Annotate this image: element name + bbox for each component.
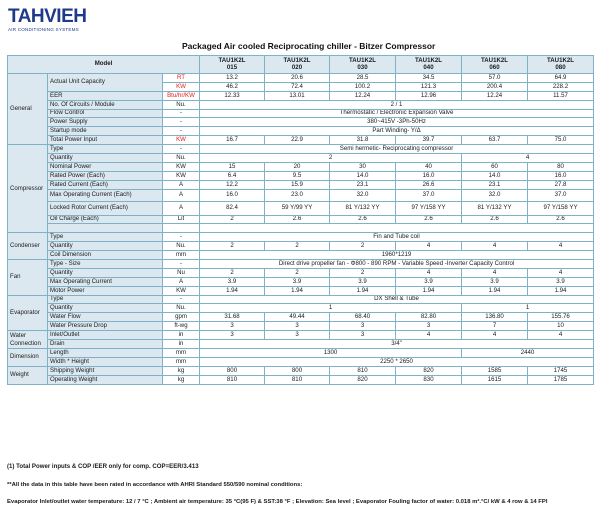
value-cell: 820 <box>330 375 396 384</box>
value-cell: 13.2 <box>200 74 265 83</box>
param-label: Water Pressure Drop <box>48 322 163 331</box>
unit-cell: Lit <box>163 215 200 224</box>
value-cell: Fin and Tube coil <box>200 233 594 242</box>
value-cell: 2.6 <box>462 215 528 224</box>
value-cell: 2 <box>265 268 330 277</box>
value-cell: 1585 <box>462 366 528 375</box>
value-cell: 34.5 <box>396 74 462 83</box>
value-cell: 59 Y/99 YY <box>265 201 330 215</box>
value-cell: 1.94 <box>396 286 462 295</box>
param-label: Total Power Input <box>48 136 163 145</box>
param-label: Max Operating Current <box>48 277 163 286</box>
table-row <box>8 242 594 251</box>
value-cell: 2.6 <box>396 215 462 224</box>
unit-cell: in <box>163 331 200 340</box>
table-row <box>8 340 594 349</box>
section-compressor: Compressor <box>8 145 48 233</box>
value-cell: 1615 <box>462 375 528 384</box>
value-cell: 12.24 <box>330 91 396 100</box>
model-015: TAU1K2L 015 <box>200 56 265 74</box>
value-cell: 3 <box>200 331 265 340</box>
value-cell: 380~415V -3Ph-50Hz <box>200 118 594 127</box>
unit-cell: Nu. <box>163 242 200 251</box>
table-row-spacer <box>8 224 594 233</box>
unit-cell: - <box>163 260 200 269</box>
param-label: Type - Size <box>48 260 163 269</box>
unit-cell: KW <box>163 286 200 295</box>
value-cell: 11.57 <box>528 91 594 100</box>
value-cell: 40 <box>396 162 462 171</box>
param-label: Power Supply <box>48 118 163 127</box>
value-cell: 2 <box>200 268 265 277</box>
param-label: Nominal Power <box>48 162 163 171</box>
param-label: Rated Power (Each) <box>48 171 163 180</box>
value-cell: 64.9 <box>528 74 594 83</box>
value-cell: 81 Y/132 YY <box>330 201 396 215</box>
value-cell: 800 <box>265 366 330 375</box>
unit-cell: Nu. <box>163 100 200 109</box>
value-cell: 1300 <box>200 348 462 357</box>
table-row <box>8 268 594 277</box>
model-030: TAU1K2L 030 <box>330 56 396 74</box>
param-label: Operating Weight <box>48 375 163 384</box>
section-condenser: Condenser <box>8 233 48 260</box>
footnote-1: (1) Total Power inputs & COP /EER only for comp. COP=EER/3.413 <box>7 463 199 470</box>
value-cell: 7 <box>462 322 528 331</box>
unit-cell: in <box>163 340 200 349</box>
value-cell: 121.3 <box>396 82 462 91</box>
section-fan: Fan <box>8 260 48 296</box>
value-cell: 26.6 <box>396 180 462 189</box>
value-cell: 3.9 <box>528 277 594 286</box>
value-cell: 15 <box>200 162 265 171</box>
value-cell: 3 <box>330 331 396 340</box>
value-cell: 3 <box>200 322 265 331</box>
value-cell: 14.0 <box>462 171 528 180</box>
section-water-connection: Water Connection <box>8 331 48 349</box>
value-cell: 2 <box>265 242 330 251</box>
footnote-2: **All the data in this table have been rated in accordance with AHRI Standard 550/590 nominal conditions: <box>7 482 303 488</box>
value-cell: 23.1 <box>462 180 528 189</box>
value-cell: 1.94 <box>265 286 330 295</box>
table-row <box>8 171 594 180</box>
value-cell: 82.4 <box>200 201 265 215</box>
table-row <box>8 154 594 163</box>
value-cell: Thermostatic / Electronic Expansion Valve <box>200 109 594 118</box>
table-row <box>8 322 594 331</box>
value-cell: 4 <box>528 268 594 277</box>
param-label: Motor Power <box>48 286 163 295</box>
unit-cell: RT <box>163 74 200 83</box>
unit-cell: Nu. <box>163 154 200 163</box>
value-cell: 2 <box>200 154 462 163</box>
value-cell: 57.0 <box>462 74 528 83</box>
value-cell: 1.94 <box>200 286 265 295</box>
value-cell: 1 <box>462 304 594 313</box>
table-row <box>8 109 594 118</box>
value-cell: 2.6 <box>528 215 594 224</box>
value-cell: 3.9 <box>396 277 462 286</box>
unit-cell: - <box>163 295 200 304</box>
value-cell: 4 <box>462 331 528 340</box>
table-row <box>8 366 594 375</box>
unit-cell: mm <box>163 251 200 260</box>
table-row <box>8 180 594 189</box>
param-label: Water Flow <box>48 313 163 322</box>
value-cell: 16.7 <box>200 136 265 145</box>
value-cell: 28.5 <box>330 74 396 83</box>
table-row <box>8 201 594 215</box>
value-cell: 830 <box>396 375 462 384</box>
param-label: Type <box>48 233 163 242</box>
value-cell: 23.1 <box>330 180 396 189</box>
value-cell: 32.0 <box>462 189 528 201</box>
param-label: Type <box>48 295 163 304</box>
value-cell: 4 <box>462 154 594 163</box>
value-cell: 30 <box>330 162 396 171</box>
unit-cell: kg <box>163 375 200 384</box>
unit-cell: gpm <box>163 313 200 322</box>
value-cell: 2 <box>200 215 265 224</box>
value-cell: 3.9 <box>462 277 528 286</box>
value-cell: 20 <box>265 162 330 171</box>
unit-cell: kg <box>163 366 200 375</box>
value-cell: 72.4 <box>265 82 330 91</box>
unit-cell: KW <box>163 136 200 145</box>
value-cell: 46.2 <box>200 82 265 91</box>
value-cell: 75.0 <box>528 136 594 145</box>
value-cell: 3/4" <box>200 340 594 349</box>
value-cell: 3 <box>396 322 462 331</box>
value-cell: 2 <box>200 242 265 251</box>
unit-cell: KW <box>163 162 200 171</box>
model-020: TAU1K2L 020 <box>265 56 330 74</box>
table-row <box>8 100 594 109</box>
value-cell: 1745 <box>528 366 594 375</box>
brand-logo <box>8 7 86 32</box>
value-cell: 60 <box>462 162 528 171</box>
param-label: Quantity <box>48 242 163 251</box>
model-060: TAU1K2L 060 <box>462 56 528 74</box>
value-cell: 4 <box>528 242 594 251</box>
table-row <box>8 118 594 127</box>
value-cell: 2250 * 2650 <box>200 357 594 366</box>
value-cell: 136.80 <box>462 313 528 322</box>
param-label: Shipping Weight <box>48 366 163 375</box>
value-cell: 800 <box>200 366 265 375</box>
value-cell: 3.9 <box>200 277 265 286</box>
table-row <box>8 375 594 384</box>
value-cell: 2.6 <box>330 215 396 224</box>
brand-tagline: AIR CONDITIONING SYSTEMS <box>8 27 79 32</box>
value-cell: 1.94 <box>330 286 396 295</box>
value-cell: 100.2 <box>330 82 396 91</box>
value-cell: 820 <box>396 366 462 375</box>
section-general: General <box>8 74 48 145</box>
value-cell: 12.24 <box>462 91 528 100</box>
value-cell: 6.4 <box>200 171 265 180</box>
value-cell: 2440 <box>462 348 594 357</box>
unit-cell: A <box>163 189 200 201</box>
table-row <box>8 127 594 136</box>
param-label: Quantity <box>48 268 163 277</box>
value-cell: 37.0 <box>396 189 462 201</box>
unit-cell: Nu. <box>163 304 200 313</box>
value-cell: 37.0 <box>528 189 594 201</box>
value-cell: 23.0 <box>265 189 330 201</box>
table-row <box>8 251 594 260</box>
param-label: No. Of Circuits / Module <box>48 100 163 109</box>
value-cell: 1 <box>200 304 462 313</box>
param-label: Max Operating Current (Each) <box>48 189 163 201</box>
value-cell: 1960*1219 <box>200 251 594 260</box>
section-dimension: Dimension <box>8 348 48 366</box>
value-cell: 4 <box>396 242 462 251</box>
value-cell: 39.7 <box>396 136 462 145</box>
unit-cell: A <box>163 201 200 215</box>
value-cell: 13.01 <box>265 91 330 100</box>
value-cell: 4 <box>396 268 462 277</box>
value-cell: 68.40 <box>330 313 396 322</box>
param-label: Type <box>48 145 163 154</box>
value-cell: Semi hermetic- Reciprocating compressor <box>200 145 594 154</box>
value-cell: 155.76 <box>528 313 594 322</box>
param-label: Length <box>48 348 163 357</box>
value-cell: 12.2 <box>200 180 265 189</box>
value-cell: 14.0 <box>330 171 396 180</box>
table-row <box>8 145 594 154</box>
value-cell: 63.7 <box>462 136 528 145</box>
table-row <box>8 348 594 357</box>
document-title: Packaged Air cooled Reciprocating chiller - Bitzer Compressor <box>182 41 436 51</box>
value-cell: 12.96 <box>396 91 462 100</box>
param-label: Flow Control <box>48 109 163 118</box>
param-label: Quantity <box>48 304 163 313</box>
value-cell: 20.6 <box>265 74 330 83</box>
value-cell: Direct drive propeller fan - Φ800 - 890 RPM - Variable Speed -Inverter Capacity Control <box>200 260 594 269</box>
value-cell: 82.80 <box>396 313 462 322</box>
value-cell: 4 <box>462 242 528 251</box>
unit-cell: - <box>163 127 200 136</box>
value-cell: 31.8 <box>330 136 396 145</box>
table-row <box>8 277 594 286</box>
value-cell: 10 <box>528 322 594 331</box>
param-label: Drain <box>48 340 163 349</box>
unit-cell: - <box>163 233 200 242</box>
value-cell: 3 <box>265 322 330 331</box>
param-label: Startup mode <box>48 127 163 136</box>
value-cell: 9.5 <box>265 171 330 180</box>
section-weight: Weight <box>8 366 48 384</box>
value-cell: 2.6 <box>265 215 330 224</box>
unit-cell: Nu <box>163 268 200 277</box>
model-040: TAU1K2L 040 <box>396 56 462 74</box>
table-row <box>8 91 594 100</box>
unit-cell: mm <box>163 357 200 366</box>
param-label: EER <box>48 91 163 100</box>
param-label: Locked Rotor Current (Each) <box>48 201 163 215</box>
header-row <box>8 56 594 74</box>
value-cell: 810 <box>265 375 330 384</box>
table-row <box>8 74 594 83</box>
brand-name: TAHVIEH <box>8 6 87 27</box>
value-cell: 810 <box>200 375 265 384</box>
table-row <box>8 162 594 171</box>
spec-table <box>7 55 594 385</box>
table-row <box>8 286 594 295</box>
unit-cell: Btu/hr/KW <box>163 91 200 100</box>
value-cell: 22.9 <box>265 136 330 145</box>
value-cell: 32.0 <box>330 189 396 201</box>
value-cell: 2 <box>330 268 396 277</box>
table-row <box>8 357 594 366</box>
footnote-3: Evaporator Inlet/outlet water temperature: 12 / 7 °C ; Ambient air temperature: 35 °C(95 F) & SST:38 °F ; Elevation: Sea level ; Evaporator Fouling factor of water: 0.018 m².°C/ kW & 4 row & 14 FPI <box>7 499 548 505</box>
value-cell: 810 <box>330 366 396 375</box>
param-label: Rated Current (Each) <box>48 180 163 189</box>
table-row <box>8 331 594 340</box>
param-label: Inlet/Outlet <box>48 331 163 340</box>
value-cell: 12.33 <box>200 91 265 100</box>
unit-cell: KW <box>163 82 200 91</box>
table-row <box>8 260 594 269</box>
param-label: Coil Dimension <box>48 251 163 260</box>
table-row <box>8 233 594 242</box>
value-cell: 80 <box>528 162 594 171</box>
value-cell: 49.44 <box>265 313 330 322</box>
value-cell: 3 <box>330 322 396 331</box>
value-cell: 16.0 <box>200 189 265 201</box>
param-label: Quantity <box>48 154 163 163</box>
unit-cell: mm <box>163 348 200 357</box>
unit-cell: - <box>163 109 200 118</box>
value-cell: 97 Y/158 YY <box>528 201 594 215</box>
value-cell: 2 <box>330 242 396 251</box>
section-evaporator: Evaporator <box>8 295 48 331</box>
value-cell: DX Shell & Tube <box>200 295 594 304</box>
unit-cell: KW <box>163 171 200 180</box>
value-cell: 4 <box>396 331 462 340</box>
value-cell: 2 / 1 <box>200 100 594 109</box>
unit-cell: ft-wg <box>163 322 200 331</box>
value-cell: 3 <box>265 331 330 340</box>
unit-cell: A <box>163 277 200 286</box>
value-cell: 15.9 <box>265 180 330 189</box>
table-row <box>8 304 594 313</box>
value-cell: 200.4 <box>462 82 528 91</box>
table-row <box>8 215 594 224</box>
param-label: Width * Height <box>48 357 163 366</box>
value-cell: 27.8 <box>528 180 594 189</box>
value-cell: 1.94 <box>462 286 528 295</box>
value-cell: 1785 <box>528 375 594 384</box>
value-cell: 81 Y/132 YY <box>462 201 528 215</box>
table-row <box>8 189 594 201</box>
value-cell: Part Winding- Y/Δ <box>200 127 594 136</box>
unit-cell: - <box>163 145 200 154</box>
value-cell: 3.9 <box>330 277 396 286</box>
unit-cell: - <box>163 118 200 127</box>
model-080: TAU1K2L 080 <box>528 56 594 74</box>
model-header: Model <box>8 56 200 74</box>
value-cell: 3.9 <box>265 277 330 286</box>
value-cell: 16.0 <box>528 171 594 180</box>
value-cell: 97 Y/158 YY <box>396 201 462 215</box>
unit-cell: A <box>163 180 200 189</box>
value-cell: 1.94 <box>528 286 594 295</box>
table-row <box>8 295 594 304</box>
value-cell: 4 <box>528 331 594 340</box>
param-label: Oil Charge (Each) <box>48 215 163 224</box>
value-cell: 228.2 <box>528 82 594 91</box>
table-row <box>8 313 594 322</box>
value-cell: 31.68 <box>200 313 265 322</box>
table-row <box>8 136 594 145</box>
value-cell: 16.0 <box>396 171 462 180</box>
value-cell: 4 <box>462 268 528 277</box>
param-label: Actual Unit Capacity <box>48 74 163 92</box>
